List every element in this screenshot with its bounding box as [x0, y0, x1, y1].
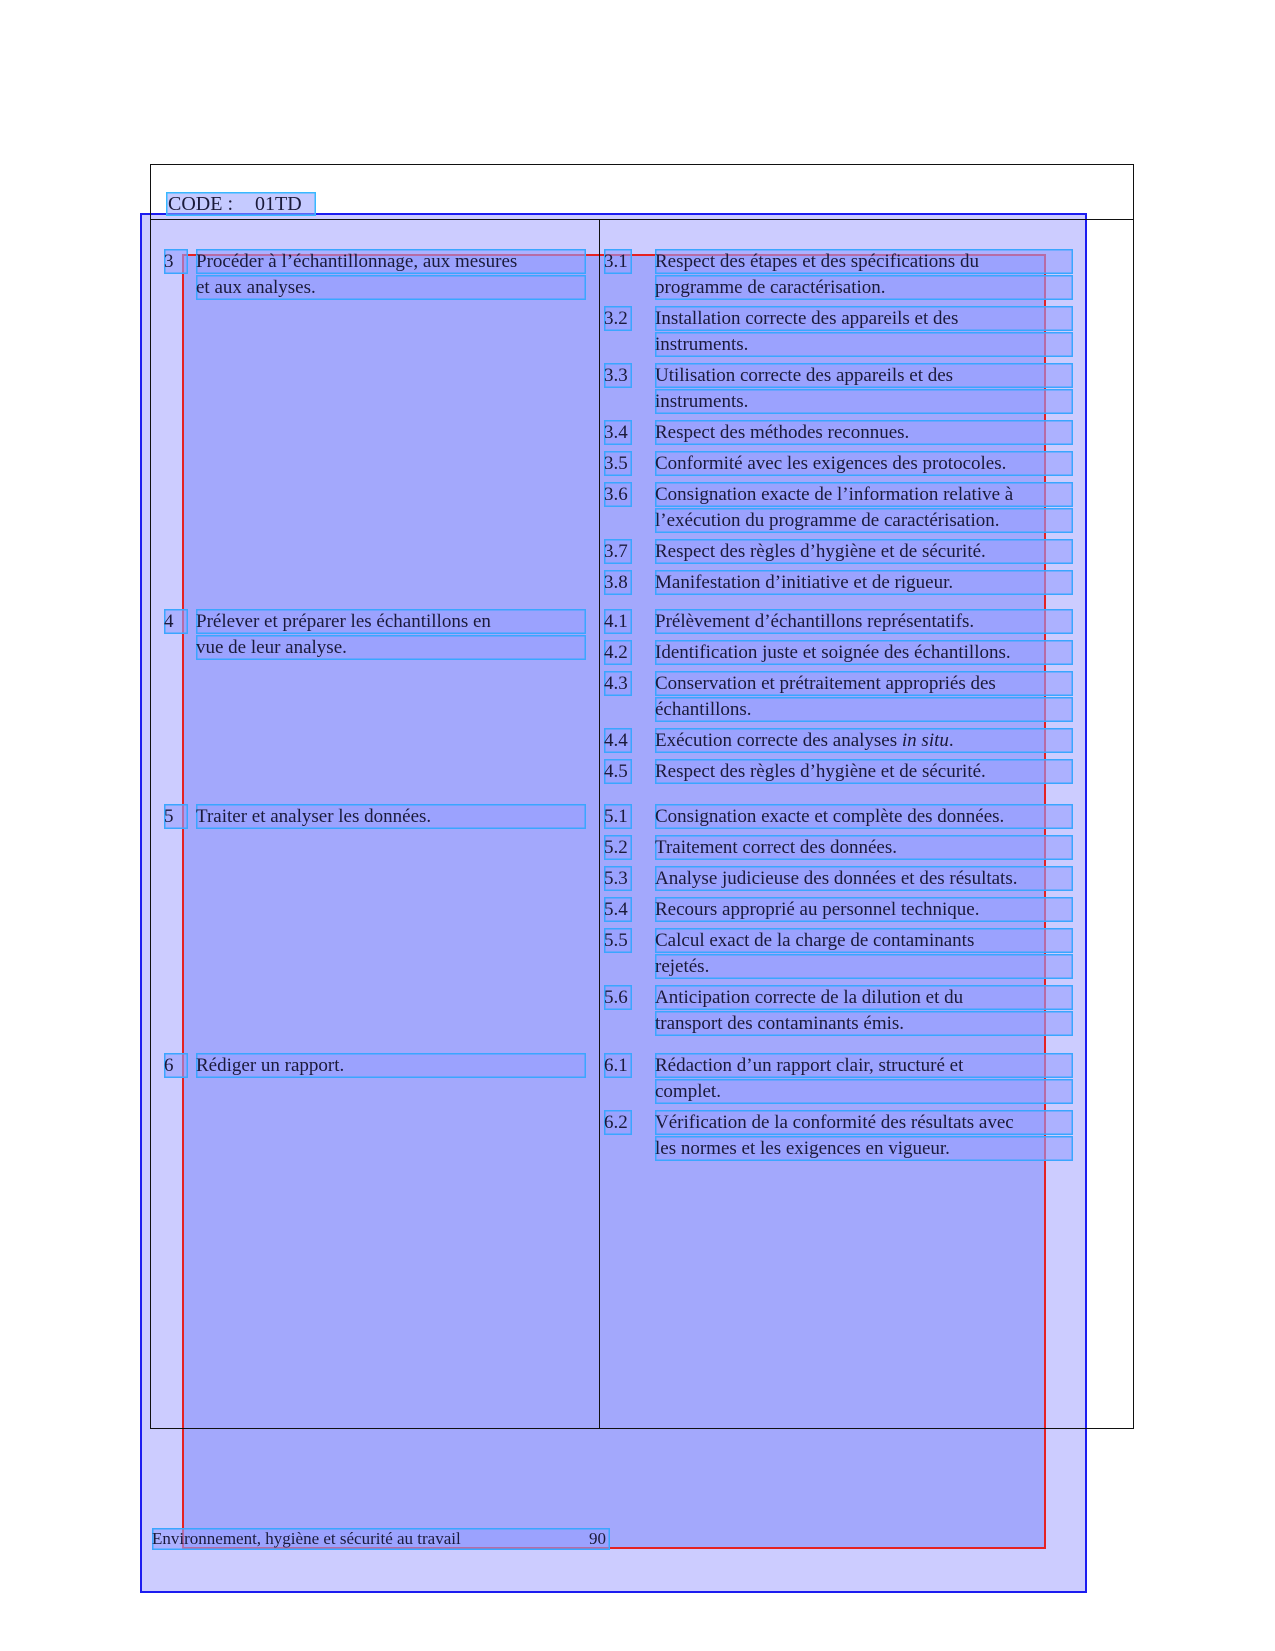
criterion-number-box [604, 835, 632, 860]
competency-number: 3 [164, 251, 174, 272]
competency-text-line [196, 804, 586, 829]
criterion-number: 4.4 [604, 730, 628, 751]
criterion-number: 3.2 [604, 308, 628, 329]
criterion-text-line [655, 954, 1073, 979]
criterion-text-line [655, 570, 1073, 595]
criterion-number-box [604, 804, 632, 829]
criterion-number-box [604, 640, 632, 665]
criterion-number: 3.3 [604, 365, 628, 386]
criterion-text-line [655, 482, 1073, 507]
competency-text-line [196, 275, 586, 300]
criterion-text-line [655, 1079, 1073, 1104]
criterion-number-box [604, 451, 632, 476]
criterion-text: Identification juste et soignée des échantillons. [655, 642, 1011, 663]
competency-number-box [164, 804, 188, 829]
criterion-number-box [604, 570, 632, 595]
criterion-text: échantillons. [655, 699, 752, 720]
criterion-text: Exécution correcte des analyses [655, 730, 902, 751]
criterion-text: rejetés. [655, 956, 710, 977]
criterion-number: 3.6 [604, 484, 628, 505]
page-number: 90 [589, 1529, 606, 1548]
criterion-number-box [604, 671, 632, 696]
criterion-text: instruments. [655, 334, 749, 355]
competency-text-line [196, 249, 586, 274]
criterion-number: 3.1 [604, 251, 628, 272]
criterion-text: Prélèvement d’échantillons représentatifs. [655, 611, 975, 632]
criterion-number-box [604, 539, 632, 564]
criterion-text: Vérification de la conformité des résultats avec [655, 1112, 1014, 1133]
competency-text: Rédiger un rapport. [196, 1055, 345, 1076]
criterion-text-line [655, 728, 1073, 753]
criterion-text-line [655, 609, 1073, 634]
criterion-text-line [655, 1011, 1073, 1036]
competency-text: Traiter et analyser les données. [196, 806, 432, 827]
code-label [166, 192, 316, 216]
criterion-tail: . [948, 730, 954, 751]
criterion-text: Anticipation correcte de la dilution et du [655, 987, 964, 1008]
criterion-number-box [604, 1110, 632, 1135]
criterion-text: complet. [655, 1081, 721, 1102]
criterion-number-box [604, 609, 632, 634]
criterion-text-line [655, 697, 1073, 722]
criterion-text-line [655, 332, 1073, 357]
competency-text: vue de leur analyse. [196, 637, 347, 658]
criterion-text: Utilisation correcte des appareils et des [655, 365, 954, 386]
criterion-number-box [604, 306, 632, 331]
criterion-number-box [604, 249, 632, 274]
competency-text-line [196, 1053, 586, 1078]
criterion-number: 4.1 [604, 611, 628, 632]
criterion-number: 4.2 [604, 642, 628, 663]
criterion-number-box [604, 1053, 632, 1078]
criterion-number: 3.7 [604, 541, 628, 562]
criterion-text: Analyse judicieuse des données et des résultats. [655, 868, 1018, 889]
criterion-number: 5.3 [604, 868, 628, 889]
criterion-text-line [655, 389, 1073, 414]
criterion-number-box [604, 897, 632, 922]
criterion-italic-text: in situ [901, 730, 949, 751]
page-footer [152, 1528, 610, 1550]
criterion-number: 3.5 [604, 453, 628, 474]
criterion-text: transport des contaminants émis. [655, 1013, 905, 1034]
criterion-text: Respect des règles d’hygiène et de sécurité. [655, 541, 986, 562]
competency-number: 5 [164, 806, 174, 827]
footer-title: Environnement, hygiène et sécurité au travail [152, 1529, 461, 1548]
criterion-text: Conservation et prétraitement appropriés des [655, 673, 996, 694]
criterion-text-line [655, 275, 1073, 300]
competency-text-line [196, 635, 586, 660]
criterion-text-line [655, 1053, 1073, 1078]
criterion-text-line [655, 249, 1073, 274]
criterion-number: 6.1 [604, 1055, 628, 1076]
competency-number-box [164, 609, 188, 634]
competency-number-box [164, 249, 188, 274]
criterion-text: Calcul exact de la charge de contaminants [655, 930, 975, 951]
criterion-text-line [655, 897, 1073, 922]
criterion-text-line [655, 508, 1073, 533]
criterion-number-box [604, 482, 632, 507]
criterion-text: l’exécution du programme de caractérisation. [655, 510, 1000, 531]
criterion-number: 4.5 [604, 761, 628, 782]
criterion-text: Rédaction d’un rapport clair, structuré et [655, 1055, 964, 1076]
criterion-text-line [655, 640, 1073, 665]
criterion-text: Respect des étapes et des spécifications du [655, 251, 979, 272]
criterion-number: 5.1 [604, 806, 628, 827]
criterion-text: Recours approprié au personnel technique. [655, 899, 980, 920]
criterion-text-line [655, 420, 1073, 445]
code-label-text: CODE : [168, 193, 233, 215]
criterion-text: Respect des méthodes reconnues. [655, 422, 910, 443]
criterion-text-line [655, 451, 1073, 476]
criterion-text-line [655, 1110, 1073, 1135]
criterion-number: 5.4 [604, 899, 628, 920]
criterion-text: Conformité avec les exigences des protocoles. [655, 453, 1007, 474]
competency-text: Procéder à l’échantillonnage, aux mesures [196, 251, 518, 272]
criterion-number-box [604, 420, 632, 445]
criterion-text-line [655, 539, 1073, 564]
criterion-number: 5.5 [604, 930, 628, 951]
criterion-number-box [604, 866, 632, 891]
criterion-text: Respect des règles d’hygiène et de sécurité. [655, 761, 986, 782]
criterion-text-line [655, 671, 1073, 696]
criterion-number: 4.3 [604, 673, 628, 694]
criterion-text: Manifestation d’initiative et de rigueur. [655, 572, 954, 593]
criterion-text-line [655, 363, 1073, 388]
criterion-number: 5.6 [604, 987, 628, 1008]
criterion-number: 5.2 [604, 837, 628, 858]
competency-number-box [164, 1053, 188, 1078]
criterion-text-line [655, 306, 1073, 331]
criterion-text: Traitement correct des données. [655, 837, 897, 858]
criterion-number-box [604, 985, 632, 1010]
code-value: 01TD [255, 193, 302, 215]
competency-text-line [196, 609, 586, 634]
criterion-number-box [604, 728, 632, 753]
criterion-number-box [604, 759, 632, 784]
competency-text: et aux analyses. [196, 277, 316, 298]
criterion-number: 3.4 [604, 422, 628, 443]
criterion-text: les normes et les exigences en vigueur. [655, 1138, 950, 1159]
criterion-text: instruments. [655, 391, 749, 412]
competency-number: 6 [164, 1055, 174, 1076]
criterion-text-line [655, 928, 1073, 953]
criterion-number: 3.8 [604, 572, 628, 593]
criterion-text-line [655, 985, 1073, 1010]
competency-text: Prélever et préparer les échantillons en [196, 611, 491, 632]
competency-number: 4 [164, 611, 174, 632]
column-divider [599, 219, 600, 1428]
criterion-text-line [655, 1136, 1073, 1161]
criterion-text: Consignation exacte de l’information relative à [655, 484, 1014, 505]
criterion-text: Consignation exacte et complète des données. [655, 806, 1005, 827]
criterion-text-line [655, 866, 1073, 891]
criterion-number: 6.2 [604, 1112, 628, 1133]
criterion-number-box [604, 928, 632, 953]
criterion-text-line [655, 835, 1073, 860]
criterion-number-box [604, 363, 632, 388]
criterion-text: programme de caractérisation. [655, 277, 886, 298]
criterion-text-line [655, 804, 1073, 829]
criterion-text: Installation correcte des appareils et des [655, 308, 959, 329]
criterion-text-line [655, 759, 1073, 784]
